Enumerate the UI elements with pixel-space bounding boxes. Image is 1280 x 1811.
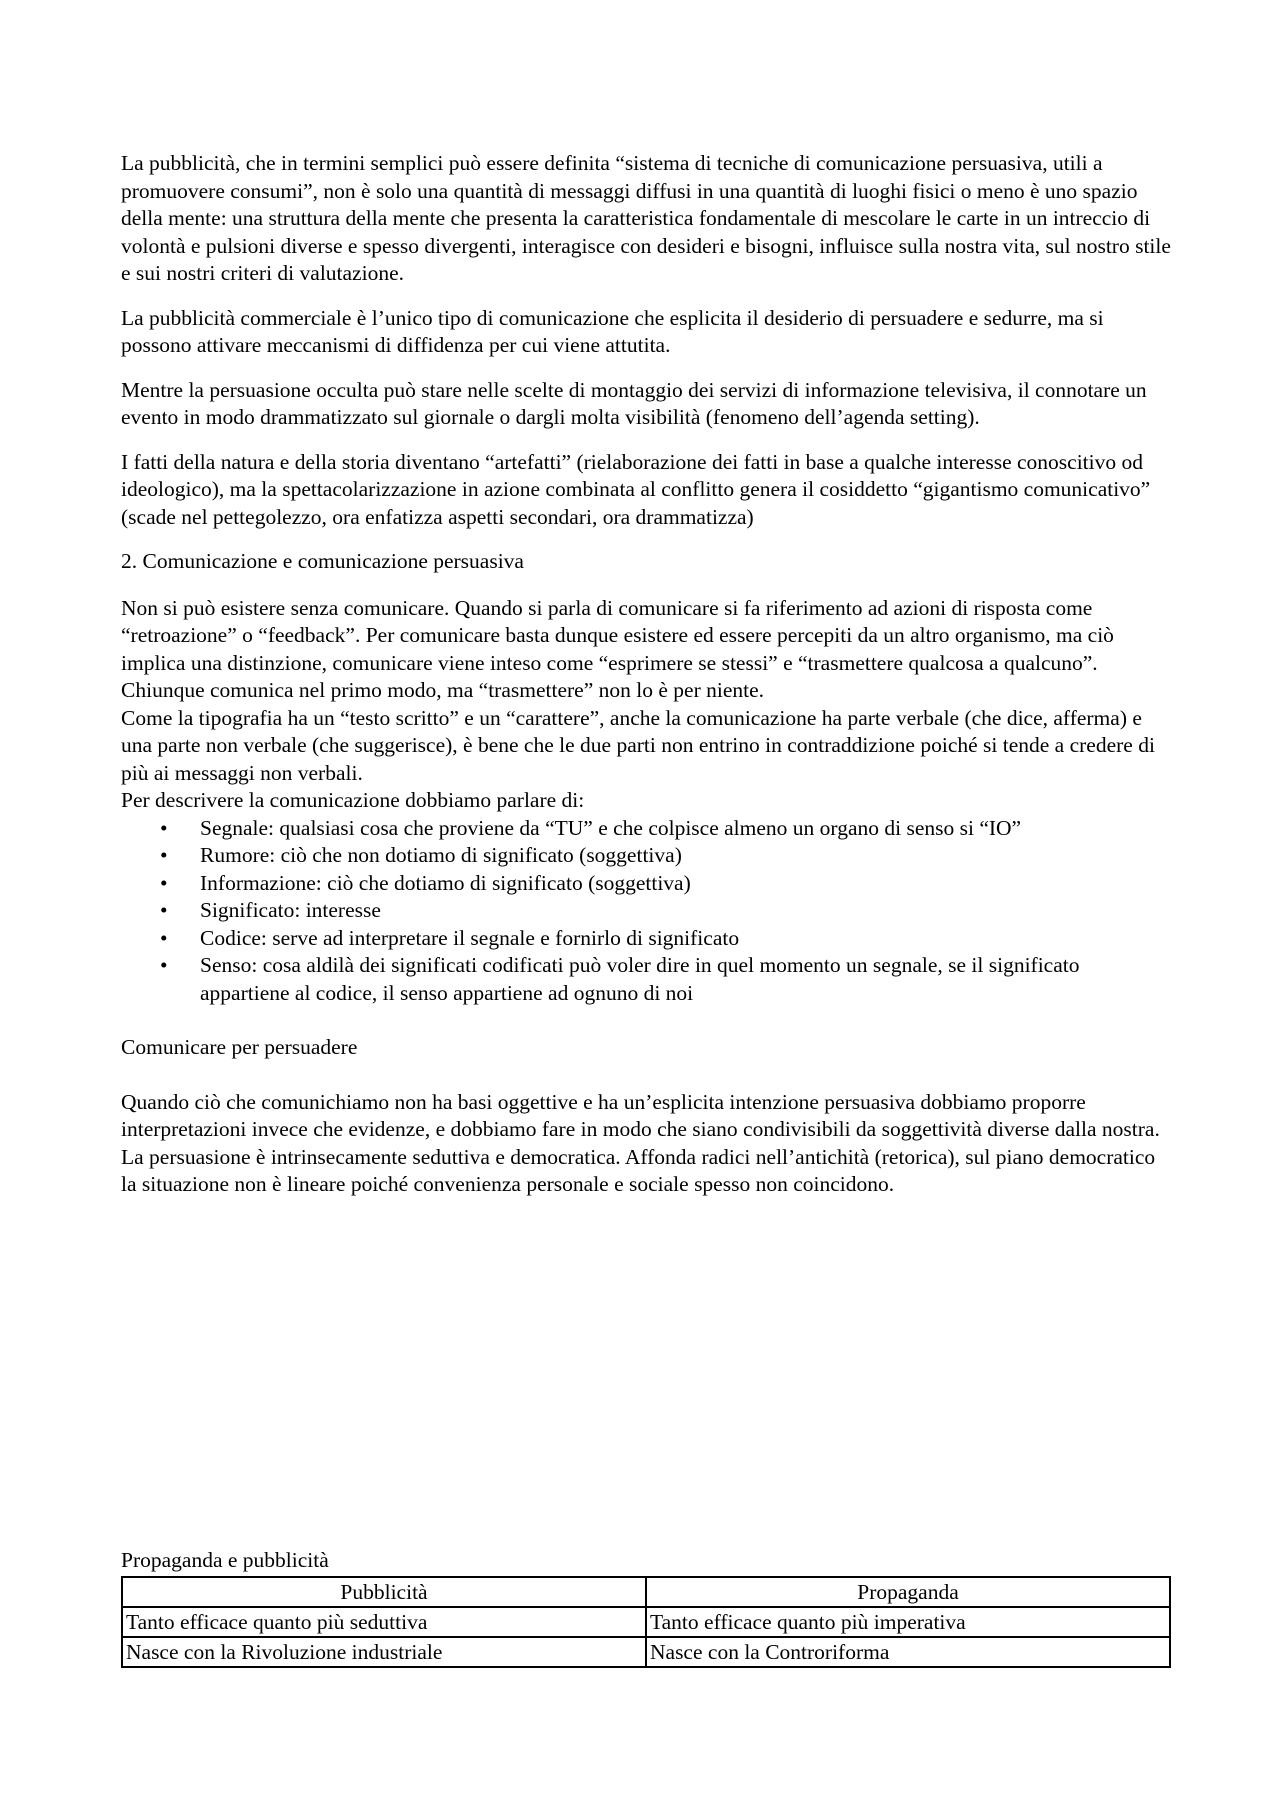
table-row	[122, 1607, 1170, 1637]
list-item: • Informazione: ciò che dotiamo di significato (soggettiva)	[121, 870, 1171, 898]
bullet-icon: •	[160, 898, 168, 922]
paragraph-non-si-puo: Non si può esistere senza comunicare. Quando si parla di comunicare si fa riferimento ad azioni di risposta come “retroazione” o “feedback”. Per comunicare basta dunque esistere ed essere percepiti da un altro organismo, ma ciò implica una distinzione, comunicare viene inteso come “esprimere se stessi” e “trasmettere qualcosa a qualcuno”. Chiunque comunica nel primo modo, ma “trasmettere” non lo è per niente.	[121, 595, 1114, 702]
table-cell: Tanto efficace quanto più imperativa	[646, 1607, 1170, 1637]
paragraph-pubblicita-definizione: La pubblicità, che in termini semplici può essere definita “sistema di tecniche di comunicazione persuasiva, utili a promuovere consumi”, non è solo una quantità di messaggi diffusi in una quantità di luoghi fisici o meno è uno spazio della mente: una struttura della mente che presenta la caratteristica fondamentale di mescolare le carte in un intreccio di volontà e pulsioni diverse e spesso divergenti, interagisce con desideri e bisogni, influisce sulla nostra vita, sul nostro stile e sui nostri criteri di valutazione.	[121, 151, 1171, 285]
list-item: • Rumore: ciò che non dotiamo di significato (soggettiva)	[121, 842, 1171, 870]
table-header-row	[122, 1577, 1170, 1607]
bullet-icon: •	[160, 925, 168, 950]
spacer	[121, 1007, 1171, 1034]
list-item: • Codice: serve ad interpretare il segnale e fornirlo di significato	[121, 925, 1171, 953]
table-cell: Nasce con la Rivoluzione industriale	[122, 1637, 646, 1667]
document-body	[121, 150, 1171, 1199]
comparison-table	[121, 1576, 1171, 1668]
paragraph-artefatti: I fatti della natura e della storia diventano “artefatti” (rielaborazione dei fatti in base a qualche interesse conoscitivo od ideologico), ma la spettacolarizzazione in azione combinata al conflitto genera il cosiddetto “gigantismo comunicativo” (scade nel pettegolezzo, ora enfatizza aspetti secondari, ora drammatizza)	[121, 449, 1151, 529]
table-row	[122, 1637, 1170, 1667]
list-item: • Significato: interesse	[121, 897, 1171, 925]
column-header-propaganda: Propaganda	[646, 1577, 1170, 1607]
section-heading-persuadere: Comunicare per persuadere	[121, 1035, 358, 1059]
table-cell: Nasce con la Controriforma	[646, 1637, 1170, 1667]
paragraph-basi-oggettive: Quando ciò che comunichiamo non ha basi oggettive e ha un’esplicita intenzione persuasiva dobbiamo proporre interpretazioni invece che evidenze, e dobbiamo fare in modo che siano condivisibili da soggettività diverse dalla nostra.	[121, 1089, 1160, 1141]
paragraph-descrivere: Per descrivere la comunicazione dobbiamo parlare di:	[121, 788, 585, 812]
list-item: • Segnale: qualsiasi cosa che proviene da “TU” e che colpisce almeno un organo di senso si “IO”	[121, 815, 1171, 843]
paragraph-seduttiva-democratica: La persuasione è intrinsecamente seduttiva e democratica. Affonda radici nell’antichità (retorica), sul piano democratico la situazione non è lineare poiché convenienza personale e sociale spesso non coincidono.	[121, 1144, 1156, 1196]
table-cell: Tanto efficace quanto più seduttiva	[122, 1607, 646, 1637]
paragraph-pubblicita-commerciale: La pubblicità commerciale è l’unico tipo di comunicazione che esplicita il desiderio di persuadere e sedurre, ma si possono attivare meccanismi di diffidenza per cui viene attutita.	[121, 305, 1104, 357]
table-title: Propaganda e pubblicità	[121, 1548, 329, 1572]
paragraph-persuasione-occulta: Mentre la persuasione occulta può stare nelle scelte di montaggio dei servizi di informazione televisiva, il connotare un evento in modo drammatizzato sul giornale o dargli molta visibilità (fenomeno dell’agenda setting).	[121, 377, 1147, 429]
bullet-icon: •	[160, 815, 168, 840]
column-header-pubblicita: Pubblicità	[122, 1577, 646, 1607]
bullet-list-elementi	[121, 815, 1171, 1008]
list-item: • Senso: cosa aldilà dei significati codificati può voler dire in quel momento un segnale, se il significato appartiene al codice, il senso appartiene ad ognuno di noi	[160, 953, 1080, 1005]
section-heading-comunicazione: 2. Comunicazione e comunicazione persuasiva	[121, 549, 524, 573]
bullet-icon: •	[160, 870, 168, 895]
paragraph-tipografia: Come la tipografia ha un “testo scritto” e un “carattere”, anche la comunicazione ha parte verbale (che dice, afferma) e una parte non verbale (che suggerisce), è bene che le due parti non entrino in contraddizione poiché si tende a credere di più ai messaggi non verbali.	[121, 705, 1155, 785]
bullet-icon: •	[160, 843, 168, 867]
bullet-icon: •	[160, 953, 168, 977]
